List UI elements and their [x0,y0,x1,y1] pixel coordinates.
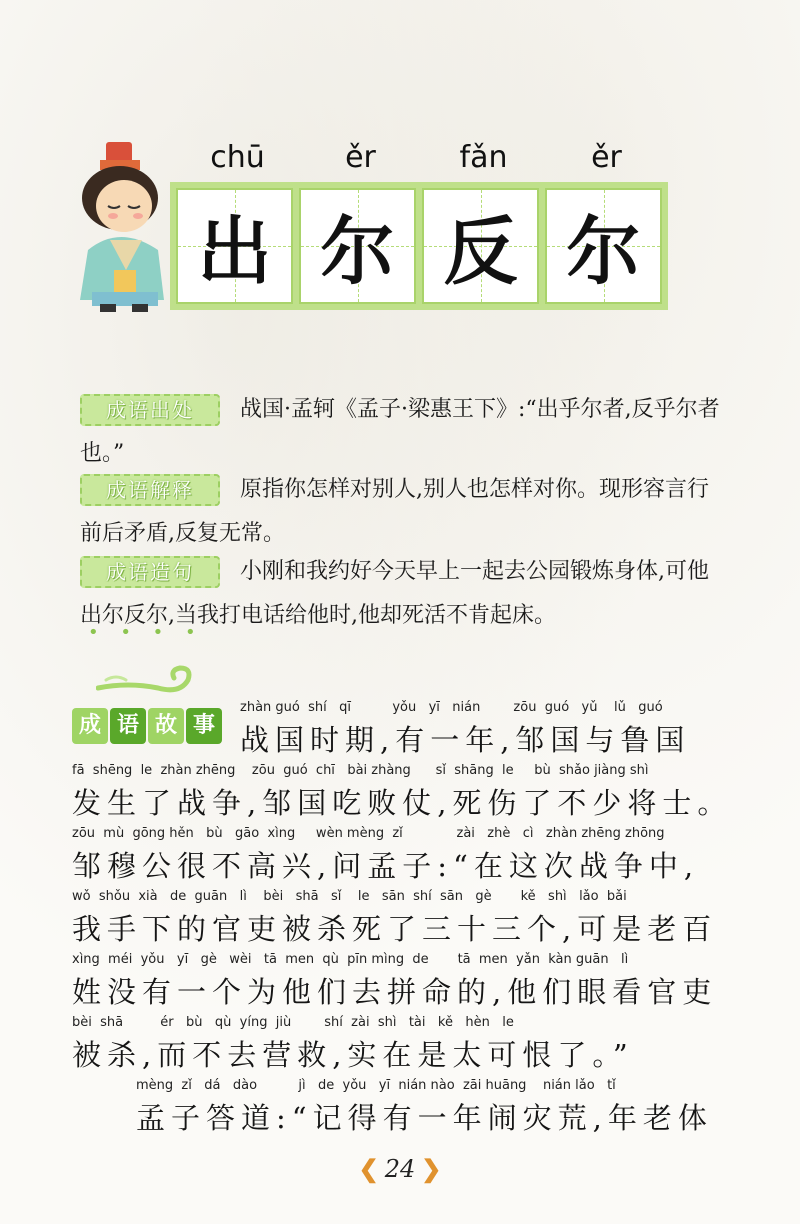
story-line-text: 发生了战争,邹国吃败仗,死伤了不少将士。 [72,786,733,820]
source-text: 战国·孟轲《孟子·梁惠王下》:“出乎尔者,反乎尔者也。” [80,397,720,466]
section-text-source [80,388,730,476]
cloud-swirl-icon [96,660,206,700]
title-char-cell [176,188,293,304]
section-tag-source: 成语出处 [80,394,220,426]
story-line-pinyin: xìng méi yǒu yī gè wèi tā men qù pīn mìng de tā men yǎn kàn guān lì [72,952,629,967]
story-line-text: 姓没有一个为他们去拼命的,他们眼看官吏 [72,975,718,1009]
chevron-left-icon: ❮ [358,1154,379,1183]
title-pinyin-3: fǎn [459,140,508,175]
example-text: 小刚和我约好今天早上一起去公园锻炼身体,可他出尔反尔,当我打电话给他时,他却死活不肯起床。 [80,559,709,628]
story-tag-char: 语 [110,708,146,744]
title-pinyin-1: chū [210,140,265,175]
story-line-pinyin: fā shēng le zhàn zhēng zōu guó chī bài zhàng sǐ shāng le bù shǎo jiàng shì [72,763,649,778]
chevron-right-icon: ❯ [421,1154,442,1183]
title-pinyin-row [176,140,668,180]
title-char-1: 出 [197,209,272,295]
story-line-pinyin: zhàn guó shí qī yǒu yī nián zōu guó yǔ lǔ guó [240,700,663,715]
meaning-text: 原指你怎样对别人,别人也怎样对你。现形容言行前后矛盾,反复无常。 [80,477,709,546]
title-char-4: 尔 [566,209,641,295]
section-text-meaning [80,468,730,556]
story-line-pinyin: zōu mù gōng hěn bù gāo xìng wèn mèng zǐ zài zhè cì zhàn zhēng zhōng [72,826,665,841]
story-tag-char: 事 [186,708,222,744]
title-char-cell [299,188,416,304]
title-char-2: 尔 [320,209,395,295]
title-char-cell [545,188,662,304]
story-line-text: 被杀,而不去营救,实在是太可恨了。” [72,1038,634,1072]
dot-divider: • • • • [88,622,204,643]
title-box [170,182,668,310]
story-line-pinyin: bèi shā ér bù qù yíng jiù shí zài shì tài kě hèn le [72,1015,514,1030]
scholar-illustration [70,140,180,315]
story-tag [72,708,222,744]
section-tag-example: 成语造句 [80,556,220,588]
section-tag-meaning: 成语解释 [80,474,220,506]
story-line-pinyin: wǒ shǒu xià de guān lì bèi shā sǐ le sān shí sān gè kě shì lǎo bǎi [72,889,627,904]
title-pinyin-2: ěr [345,140,376,175]
story-line-text: 邹穆公很不高兴,问孟子:“在这次战争中, [72,849,700,883]
story-line-text: 我手下的官吏被杀死了三十三个,可是老百 [72,912,718,946]
story-line-text: 战国时期,有一年,邹国与鲁国 [240,723,691,757]
title-char-3: 反 [443,209,518,295]
story-line-pinyin: mèng zǐ dá dào jì de yǒu yī nián nào zāi huāng nián lǎo tǐ [136,1078,616,1093]
story-line-text: 孟子答道:“记得有一年闹灾荒,年老体 [136,1101,713,1135]
title-pinyin-4: ěr [591,140,622,175]
story-tag-char: 成 [72,708,108,744]
page-number-value: 24 [384,1155,416,1183]
title-char-cell [422,188,539,304]
page-number [0,1154,800,1183]
story-tag-char: 故 [148,708,184,744]
